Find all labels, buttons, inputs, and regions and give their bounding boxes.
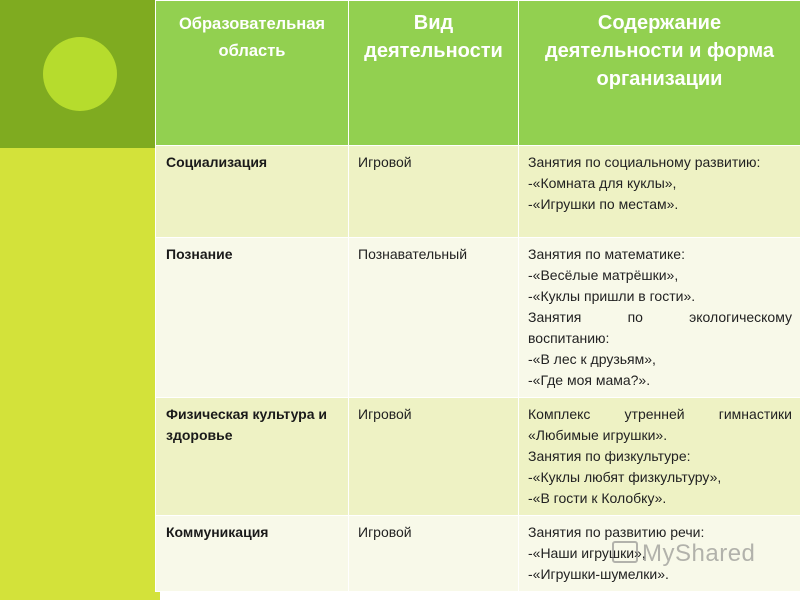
- watermark: [612, 540, 755, 568]
- content-line: Занятия по социальному развитию:: [528, 154, 761, 170]
- area-cell: Коммуникация: [156, 516, 349, 592]
- header-line: организации: [596, 68, 723, 90]
- content-line: -«В гости к Колобку».: [528, 490, 667, 506]
- area-cell: Познание: [156, 238, 349, 398]
- content-line: -«Куклы пришли в гости».: [528, 288, 696, 304]
- content-line: -«Куклы любят физкультуру»,: [528, 469, 722, 485]
- activity-type-cell: Игровой: [349, 398, 519, 516]
- content-line: Занятия по математике:: [528, 246, 685, 262]
- table-row: [156, 398, 800, 516]
- activity-type-cell: Игровой: [349, 146, 519, 238]
- content-line: Занятия по физкультуре:: [528, 448, 691, 464]
- decorative-side-band: [0, 148, 160, 600]
- activity-type-cell: Игровой: [349, 516, 519, 592]
- content-line: -«Весёлые матрёшки»,: [528, 267, 679, 283]
- content-line: Занятия по развитию речи:: [528, 524, 705, 540]
- content-line: Занятия по экологическому воспитанию:: [528, 309, 792, 346]
- header-educational-area: [156, 1, 349, 146]
- activity-type-cell: Познавательный: [349, 238, 519, 398]
- content-cell: [519, 146, 800, 238]
- content-line: -«Где моя мама?».: [528, 372, 651, 388]
- watermark-text: MyShared: [642, 540, 756, 567]
- activities-table: [155, 0, 800, 592]
- header-line: Содержание: [597, 12, 722, 34]
- header-line: деятельности и форма: [544, 40, 775, 62]
- content-line: -«В лес к друзьям»,: [528, 351, 656, 367]
- content-line: Комплекс утренней гимнастики «Любимые игрушки».: [528, 406, 792, 443]
- header-activity-type: [349, 1, 519, 146]
- header-line: деятельности: [364, 40, 503, 62]
- header-activity-content: [519, 1, 800, 146]
- area-cell: Физическая культура и здоровье: [156, 398, 349, 516]
- table-header-row: [156, 1, 800, 146]
- header-line: Образовательная: [178, 15, 326, 33]
- content-line: -«Игрушки по местам».: [528, 196, 679, 212]
- header-line: Вид: [413, 12, 454, 34]
- decorative-circle: [43, 37, 117, 111]
- content-line: -«Наши игрушки»,: [528, 545, 646, 561]
- content-cell: [519, 238, 800, 398]
- table-row: [156, 238, 800, 398]
- content-cell: [519, 398, 800, 516]
- table-row: [156, 146, 800, 238]
- content-line: -«Комната для куклы»,: [528, 175, 677, 191]
- header-line: область: [218, 42, 286, 60]
- area-cell: Социализация: [156, 146, 349, 238]
- content-line: -«Игрушки-шумелки».: [528, 566, 669, 582]
- presentation-icon: [612, 541, 638, 563]
